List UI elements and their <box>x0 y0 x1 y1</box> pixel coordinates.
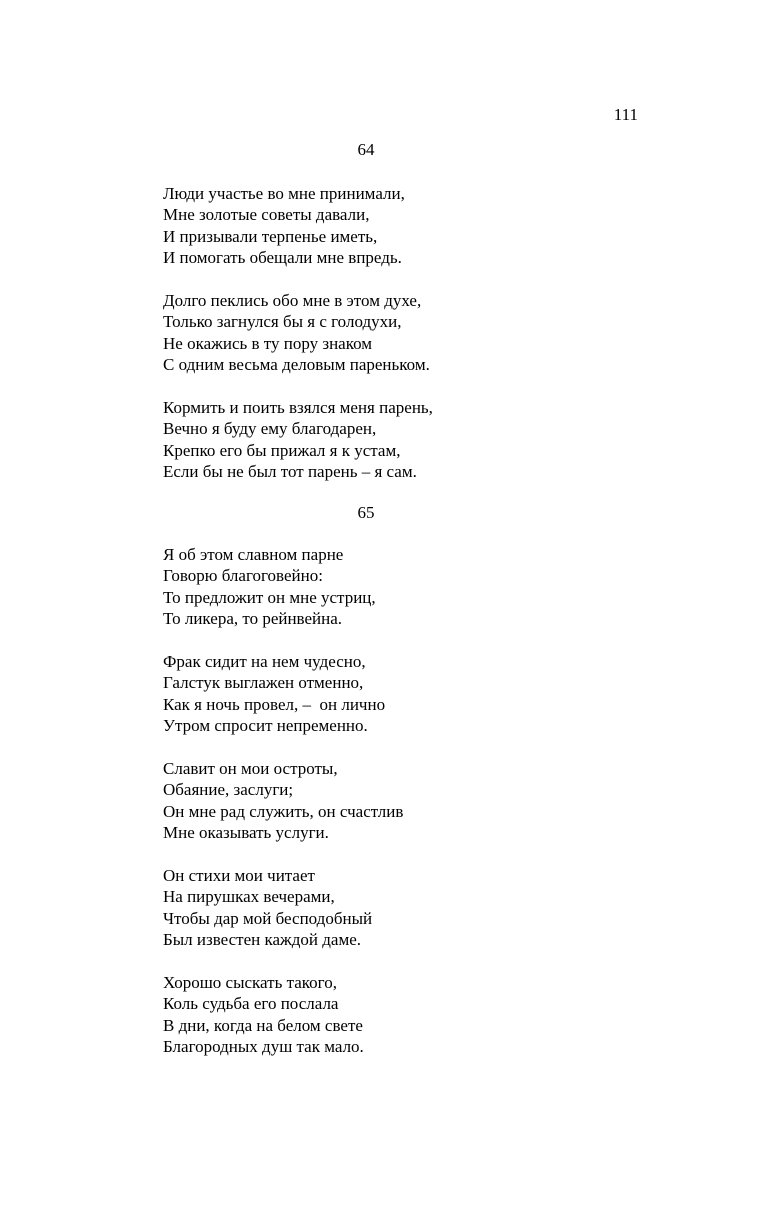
poem-line: Он стихи мои читает <box>163 866 315 885</box>
poem-line: Утром спросит непременно. <box>163 716 368 736</box>
poem-line: В дни, когда на белом свете <box>163 1015 363 1035</box>
poem-line: Долго пеклись обо мне в этом духе, <box>163 291 422 310</box>
poem-line: Если бы не был тот парень – я сам. <box>163 462 417 482</box>
poem-line: На пирушках вечерами, <box>163 887 335 907</box>
poem-line: Галстук выглажен отменно, <box>163 673 364 693</box>
poem-line: Он мне рад служить, он счастлив <box>163 801 404 821</box>
poem-line: Как я ночь провел, – он лично <box>163 694 386 714</box>
poem-line: Славит он мои остроты, <box>163 759 338 778</box>
poem-line: Мне золотые советы давали, <box>163 205 370 225</box>
poem-line: Обаяние, заслуги; <box>163 780 294 800</box>
poem-64-stanza-2 <box>163 290 633 376</box>
poem-line: Кормить и поить взялся меня парень, <box>163 398 433 417</box>
poem-title-64: 64 <box>357 140 375 159</box>
poem-line: То ликера, то рейнвейна. <box>163 609 343 629</box>
poem-line: С одним весьма деловым пареньком. <box>163 355 430 375</box>
poem-65-stanza-2 <box>163 651 633 737</box>
poem-line: И помогать обещали мне впредь. <box>163 248 402 268</box>
poem-line: Вечно я буду ему благодарен, <box>163 419 377 439</box>
poem-65-stanza-1 <box>163 544 633 630</box>
poem-64-stanza-1 <box>163 183 633 269</box>
poem-line: Я об этом славном парне <box>163 545 344 564</box>
poem-line: Благородных душ так мало. <box>163 1037 364 1057</box>
poem-line: Только загнулся бы я с голодухи, <box>163 312 402 332</box>
poem-line: Коль судьба его послала <box>163 994 339 1014</box>
poem-line: Не окажись в ту пору знаком <box>163 333 373 353</box>
poem-line: Фрак сидит на нем чудесно, <box>163 652 366 671</box>
poem-line: Говорю благоговейно: <box>163 566 323 586</box>
poem-line: Люди участье во мне принимали, <box>163 184 405 203</box>
poem-line: И призывали терпенье иметь, <box>163 226 378 246</box>
poem-65-stanza-5 <box>163 972 633 1058</box>
poem-line: То предложит он мне устриц, <box>163 587 376 607</box>
poem-line: Мне оказывать услуги. <box>163 823 329 843</box>
poem-line: Чтобы дар мой бесподобный <box>163 908 373 928</box>
poem-line: Хорошо сыскать такого, <box>163 973 337 992</box>
page-number: 111 <box>613 105 638 124</box>
poem-65-stanza-3 <box>163 758 633 844</box>
poem-65-stanza-4 <box>163 865 633 951</box>
poem-64-stanza-3 <box>163 397 633 483</box>
poem-line: Был известен каждой даме. <box>163 930 362 950</box>
poem-title-65: 65 <box>357 503 375 522</box>
poem-line: Крепко его бы прижал я к устам, <box>163 440 401 460</box>
